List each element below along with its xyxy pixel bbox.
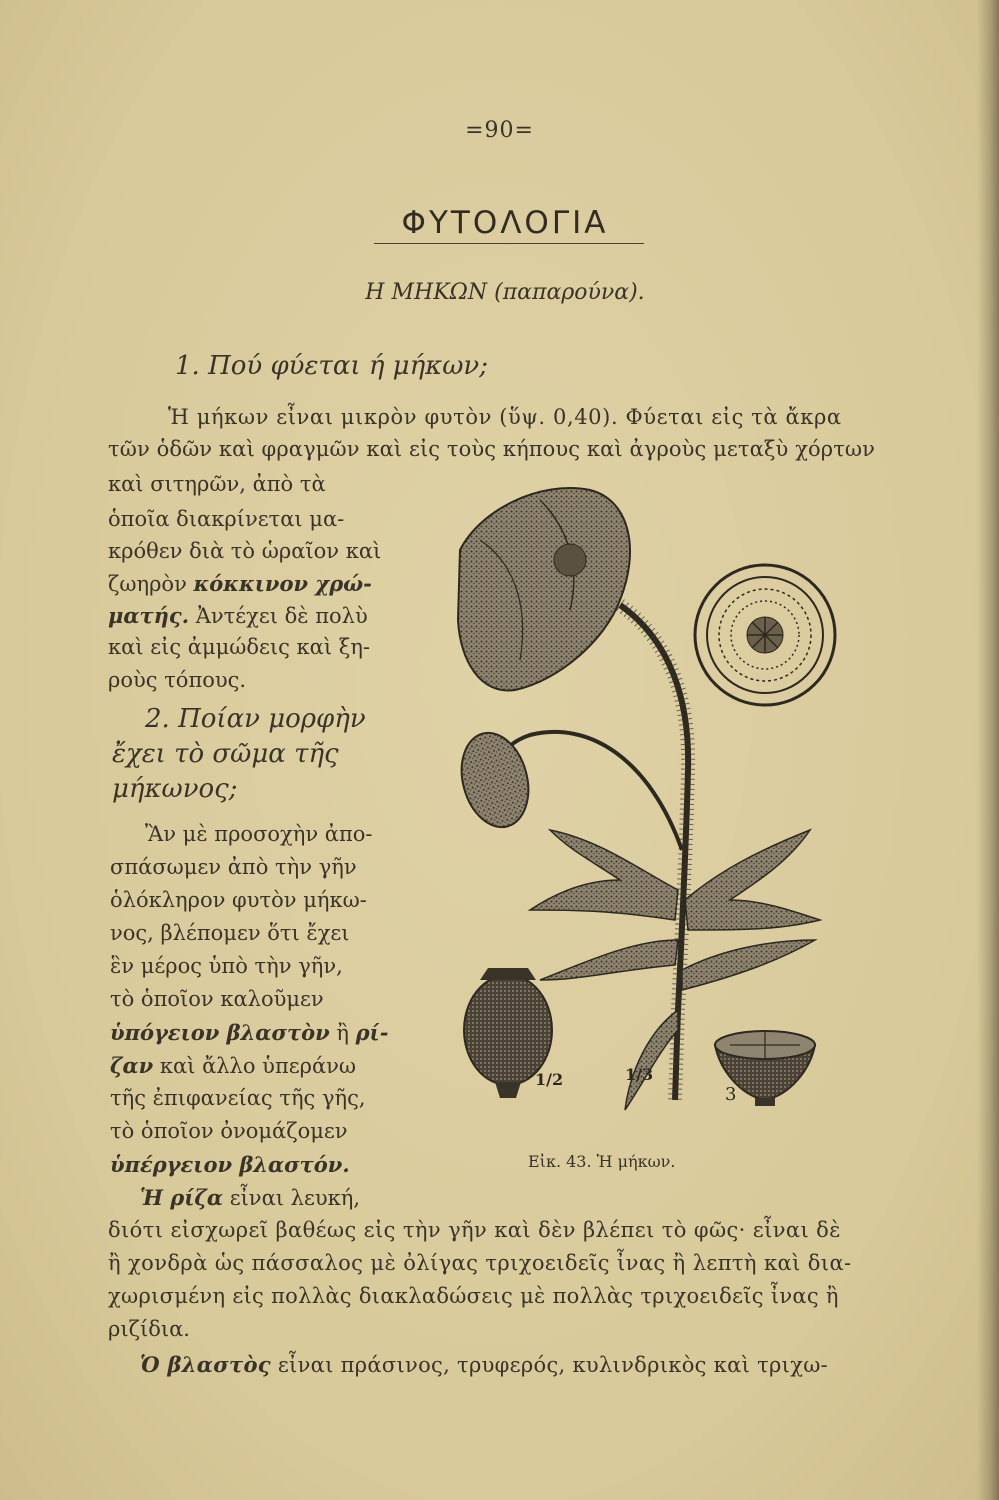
figure-caption: Εἰκ. 43. Ἡ μήκων. [528,1152,676,1171]
question-2-heading: μήκωνος; [112,774,238,804]
emphasis-text: Ὁ βλαστὸς [140,1352,271,1377]
figure-label: 3 [725,1084,737,1105]
para3-line [140,1183,360,1213]
para2-line: τῆς ἐπιφανείας τῆς γῆς, [110,1086,366,1110]
para2-line: Ἂν μὲ προσοχὴν ἀπο- [145,822,373,846]
para1-line: καὶ εἰς ἀμμώδεις καὶ ξη- [108,635,371,659]
flower-head-drawing [458,488,630,690]
cross-section-drawing [695,565,835,705]
para3-line: ἢ χονδρὰ ὡς πάσσαλος μὲ ὀλίγας τριχοειδεῖς ἶνας ἢ λεπτὴ καὶ δια- [108,1251,852,1275]
para1-line: τῶν ὁδῶν καὶ φραγμῶν καὶ εἰς τοὺς κήπους καὶ ἀγροὺς μεταξὺ χόρτων [108,437,876,461]
para2-line: ὁλόκληρον φυτὸν μήκω- [110,888,367,912]
para3-line: χωρισμένη εἰς πολλὰς διακλαδώσεις μὲ πολλὰς τριχοειδεῖς ἶνας ἢ [108,1284,839,1308]
bud-drawing [452,725,539,834]
question-2-heading: 2. Ποίαν μορφὴν [145,704,366,734]
para2-line [110,1051,356,1081]
para2-line [110,1018,388,1048]
para1-line: Ἡ μήκων εἶναι μικρὸν φυτὸν (ὕψ. 0,40). Φύεται εἰς τὰ ἄκρα [168,405,842,429]
para1-line: κρόθεν διὰ τὸ ὡραῖον καὶ [108,539,382,563]
para1-line [108,601,368,631]
page-number: =90= [465,118,534,143]
title-underline [374,243,644,244]
para2-line: ὑπέργειον βλαστόν. [110,1152,350,1177]
para3-line: ριζίδια. [108,1317,190,1341]
para2-line: ἓν μέρος ὑπὸ τὴν γῆν, [110,954,343,978]
para2-line: νος, βλέπομεν ὅτι ἔχει [110,921,350,945]
figure-label: 1/3 [625,1065,654,1084]
emphasis-text: κόκκινον χρώ- [193,571,372,596]
emphasis-text: Ἡ ρίζα [140,1185,224,1210]
para2-line: τὸ ὁποῖον καλοῦμεν [110,987,324,1011]
emphasis-text: ρί- [355,1020,389,1045]
section-subtitle: Η ΜΗΚΩΝ (παπαρούνα). [365,280,645,305]
para1-line: καὶ σιτηρῶν, ἀπὸ τὰ [108,472,326,496]
question-2-heading: ἔχει τὸ σῶμα τῆς [112,739,339,769]
para4-line [140,1350,828,1380]
para3-line: διότι εἰσχωρεῖ βαθέως εἰς τὴν γῆν καὶ δὲν βλέπει τὸ φῶς· εἶναι δὲ [108,1218,841,1242]
para1-text: ζωηρὸν [108,572,194,596]
emphasis-text: ὑπόγειον βλαστὸν [110,1020,330,1045]
para3-text: εἶναι λευκή, [223,1186,360,1210]
page-title: ΦΥΤΟΛΟΓΙΑ [401,205,609,241]
para1-line: ροὺς τόπους. [108,668,247,692]
emphasis-text: ματής. [108,603,190,628]
para2-text: ἢ [329,1021,356,1045]
poppy-illustration [420,470,890,1150]
page-edge-shadow [977,0,999,1500]
figure-label: 1/2 [535,1070,564,1089]
para1-text: Ἀντέχει δὲ πολὺ [189,604,368,628]
para2-line: σπάσωμεν ἀπὸ τὴν γῆν [110,855,357,879]
emphasis-text: ζαν [110,1053,154,1078]
para4-text: εἶναι πράσινος, τρυφερός, κυλινδρικὸς καὶ τριχω- [270,1353,829,1377]
para1-line [108,569,372,599]
question-1-heading: 1. Πού φύεται ή μήκων; [175,351,488,381]
para2-line: τὸ ὁποῖον ὀνομάζομεν [110,1119,348,1143]
para2-text: καὶ ἄλλο ὑπεράνω [153,1054,357,1078]
para1-line: ὁποῖα διακρίνεται μα- [108,507,345,531]
